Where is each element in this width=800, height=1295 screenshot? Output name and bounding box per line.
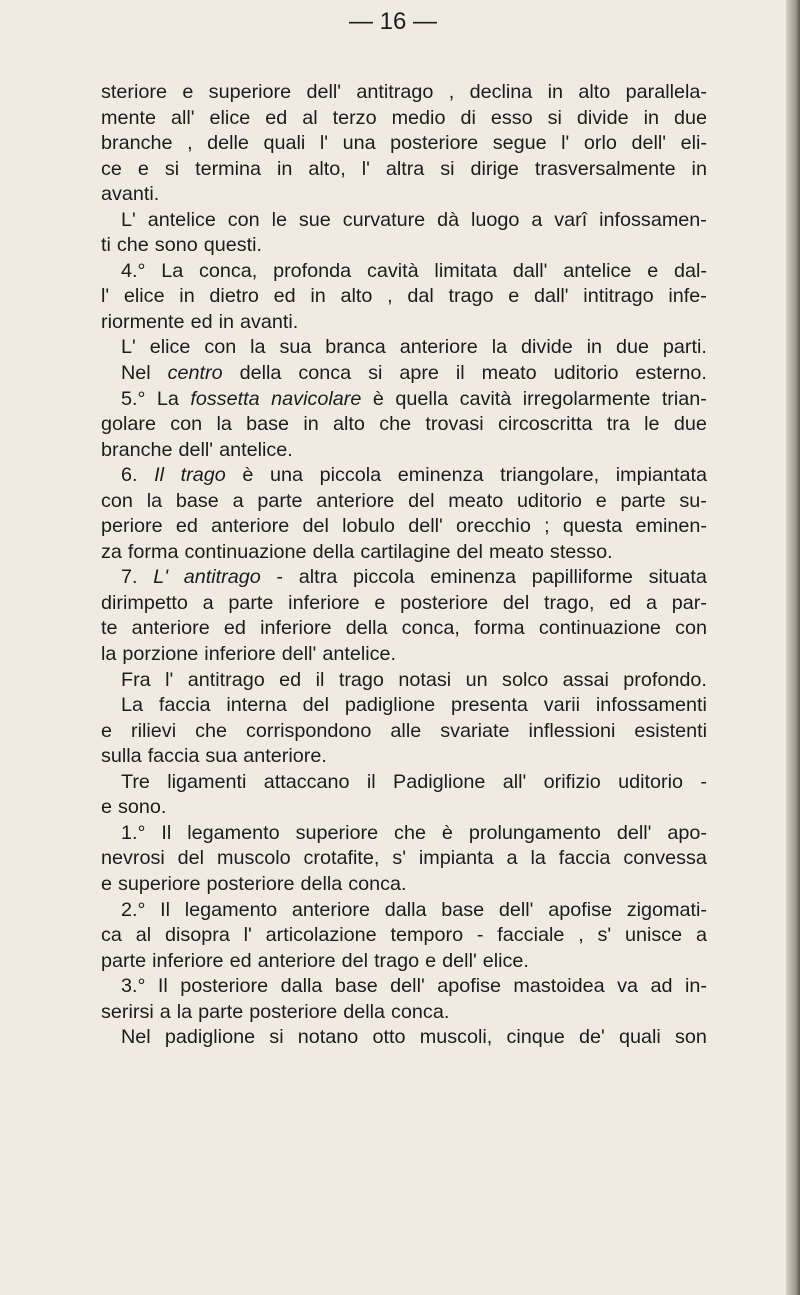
- text-line: mente all' elice ed al terzo medio di esso si divide in due: [101, 106, 707, 129]
- body-text: [101, 80, 707, 1051]
- text-line: branche , delle quali l' una posteriore segue l' orlo dell' eli-: [101, 132, 707, 155]
- text-line: Nel padiglione si notano otto muscoli, cinque de' quali son: [121, 1026, 707, 1049]
- text-line: 7. L' antitrago - altra piccola eminenza papilliforme situata: [121, 566, 707, 589]
- text-line: sulla faccia sua anteriore.: [101, 745, 327, 768]
- text-line: la porzione inferiore dell' antelice.: [101, 643, 397, 666]
- text-line: golare con la base in alto che trovasi circoscritta tra le due: [101, 413, 707, 436]
- text-line: con la base a parte anteriore del meato uditorio e parte su-: [101, 489, 707, 512]
- text-line: Tre ligamenti attaccano il Padiglione all' orifizio uditorio -: [121, 770, 707, 793]
- text-line: parte inferiore ed anteriore del trago e dell' elice.: [101, 949, 529, 972]
- text-line: Fra l' antitrago ed il trago notasi un solco assai profondo.: [121, 668, 707, 691]
- text-line: L' elice con la sua branca anteriore la divide in due parti.: [121, 336, 707, 359]
- text-line: branche dell' antelice.: [101, 438, 293, 461]
- text-line: serirsi a la parte posteriore della conca.: [101, 1000, 450, 1023]
- text-line: ca al disopra l' articolazione temporo - facciale , s' unisce a: [101, 924, 707, 947]
- text-line: steriore e superiore dell' antitrago , declina in alto parallela-: [101, 81, 707, 103]
- text-line: 2.° Il legamento anteriore dalla base dell' apofise zigomati-: [121, 898, 707, 921]
- text-line: 3.° Il posteriore dalla base dell' apofise mastoidea va ad in-: [121, 975, 707, 998]
- text-line: Nel centro della conca si apre il meato uditorio esterno.: [121, 362, 707, 385]
- text-line: 5.° La fossetta navicolare è quella cavità irregolarmente trian-: [121, 387, 707, 410]
- text-line: La faccia interna del padiglione presenta varii infossamenti: [121, 694, 707, 717]
- page-number: — 16 —: [348, 8, 438, 35]
- text-line: dirimpetto a parte inferiore e posteriore del trago, ed a par-: [101, 591, 707, 614]
- text-line: te anteriore ed inferiore della conca, forma continuazione con: [101, 617, 707, 640]
- text-line: ce e si termina in alto, l' altra si dirige trasversalmente in: [101, 157, 707, 180]
- text-line: e sono.: [101, 796, 167, 819]
- text-line: avanti.: [101, 183, 160, 206]
- text-line: 1.° Il legamento superiore che è prolungamento dell' apo-: [121, 821, 707, 844]
- text-line: 6. Il trago è una piccola eminenza triangolare, impiantata: [121, 464, 707, 487]
- page-edge: [786, 0, 800, 1295]
- text-line: riormente ed in avanti.: [101, 310, 299, 333]
- text-line: L' antelice con le sue curvature dà luogo a varî infossamen-: [121, 208, 707, 231]
- text-line: nevrosi del muscolo crotafite, s' impianta a la faccia convessa: [101, 847, 707, 870]
- text-line: l' elice in dietro ed in alto , dal trago e dall' intitrago infe-: [101, 285, 707, 308]
- text-line: 4.° La conca, profonda cavità limitata dall' antelice e dal-: [121, 259, 707, 282]
- text-line: e superiore posteriore della conca.: [101, 872, 407, 895]
- text-line: ti che sono questi.: [101, 234, 262, 257]
- text-line: za forma continuazione della cartilagine del meato stesso.: [101, 540, 613, 563]
- text-line: e rilievi che corrispondono alle svariate inflessioni esistenti: [101, 719, 707, 742]
- text-line: periore ed anteriore del lobulo dell' orecchio ; questa eminen-: [101, 515, 707, 538]
